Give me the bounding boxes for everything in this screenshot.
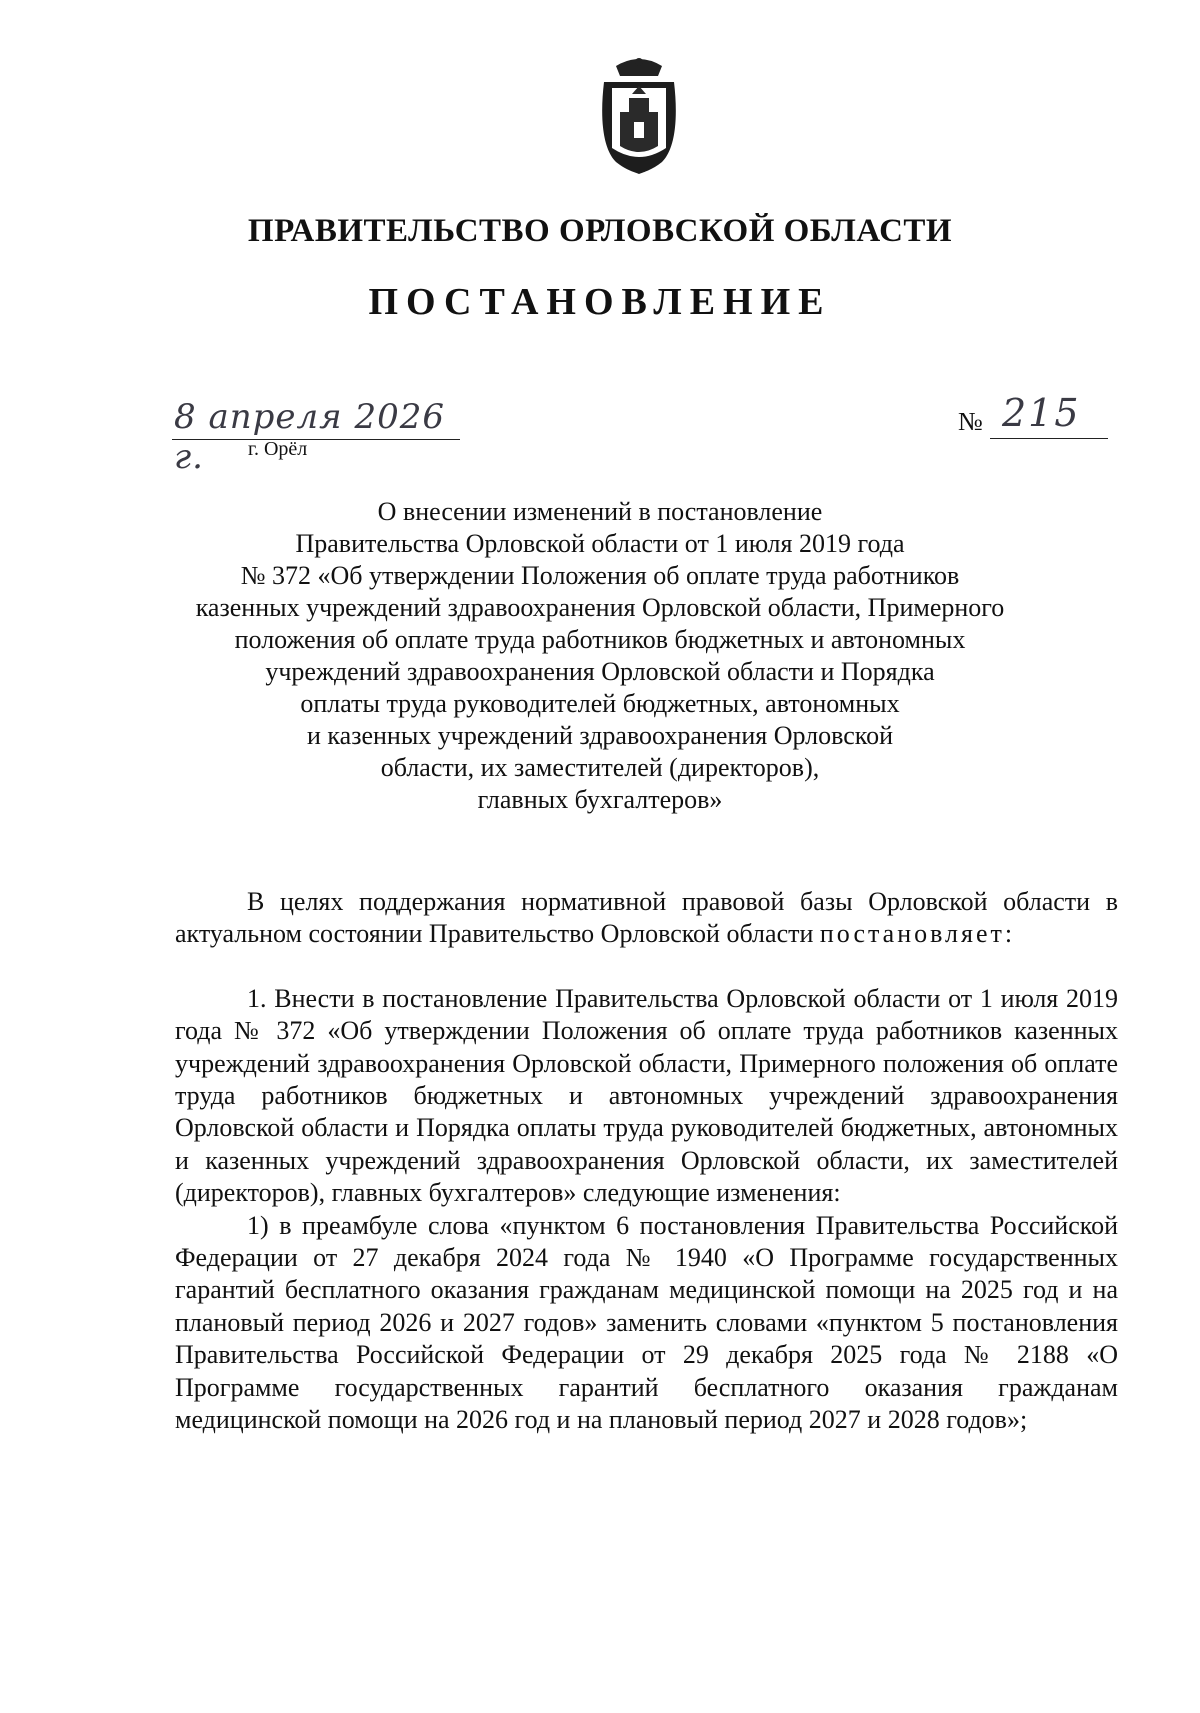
document-type-title: ПОСТАНОВЛЕНИЕ: [368, 281, 832, 323]
number-underline: [990, 438, 1108, 439]
subject-line: оплаты труда руководителей бюджетных, автономных: [300, 689, 900, 718]
clause-1: 1. Внести в постановление Правительства Орловской области от 1 июля 2019 года № 372 «Об утверждении Положения об оплате труда работников казенных учреждений здравоохранения Орловской области, Примерного положения об оплате труда работников бюджетных и автономных учреждений здравоохранения Орловской области и Порядка оплаты труда руководителей бюджетных, автономных и казенных учреждений здравоохранения Орловской области, их заместителей (директоров), главных бухгалтеров» следующие изменения:: [175, 983, 1118, 1208]
government-title: ПРАВИТЕЛЬСТВО ОРЛОВСКОЙ ОБЛАСТИ: [247, 213, 953, 249]
subject-line: Правительства Орловской области от 1 июля 2019 года: [295, 529, 905, 558]
subject-line: казенных учреждений здравоохранения Орловской области, Примерного: [195, 593, 1005, 622]
subject-line: № 372 «Об утверждении Положения об оплате труда работников: [240, 561, 960, 590]
number-field: [958, 391, 1108, 439]
preamble-paragraph: [175, 886, 1118, 951]
subject-line: учреждений здравоохранения Орловской области и Порядка: [265, 657, 935, 686]
clause-1-1: 1) в преамбуле слова «пунктом 6 постановления Правительства Российской Федерации от 27 декабря 2024 года № 1940 «О Программе государственных гарантий бесплатного оказания гражданам медицинской помощи на 2025 год и на плановый период 2026 и 2027 годов» заменить словами «пунктом 5 постановления Правительства Российской Федерации от 29 декабря 2025 года № 2188 «О Программе государственных гарантий бесплатного оказания гражданам медицинской помощи на 2026 год и на плановый период 2027 и 2028 годов»;: [175, 1210, 1118, 1435]
coat-of-arms-icon: [596, 56, 682, 176]
preamble-text: В целях поддержания нормативной правовой базы Орловской области в актуальном состоянии Правительство Орловской области: [175, 887, 1118, 949]
handwritten-number: 215: [1002, 391, 1081, 435]
city-label: г. Орёл: [248, 438, 308, 460]
subject-line: О внесении изменений в постановление: [377, 497, 823, 526]
handwritten-date: 8 апреля 2026 г.: [174, 397, 445, 477]
document-body: [175, 886, 1118, 1437]
number-sign: №: [958, 407, 983, 436]
document-subject: [150, 496, 1050, 816]
subject-line: и казенных учреждений здравоохранения Орловской: [307, 721, 893, 750]
resolves-word: постановляет:: [819, 919, 1016, 949]
subject-line: положения об оплате труда работников бюджетных и автономных: [234, 625, 966, 654]
subject-line: главных бухгалтеров»: [477, 785, 723, 814]
subject-line: области, их заместителей (директоров),: [380, 753, 820, 782]
